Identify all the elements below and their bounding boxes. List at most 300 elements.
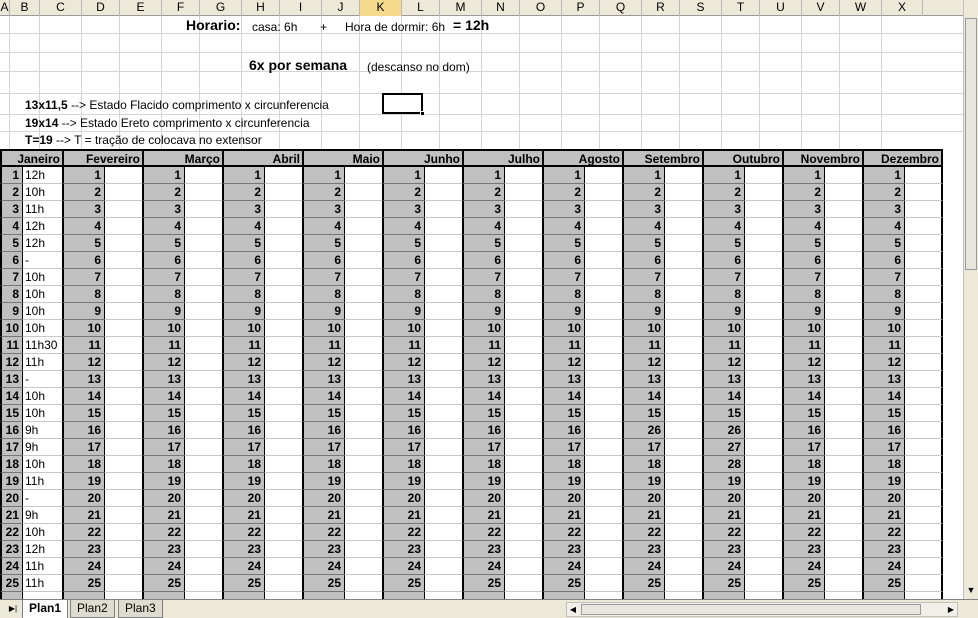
day-number[interactable]: 15 [702, 405, 744, 422]
day-entry-cell[interactable] [344, 303, 382, 320]
day-entry-cell[interactable] [104, 269, 142, 286]
day-number[interactable]: 12 [222, 354, 264, 371]
day-entry-cell[interactable] [264, 524, 302, 541]
day-entry-cell[interactable] [184, 558, 222, 575]
day-entry-cell[interactable] [344, 524, 382, 541]
day-entry-cell[interactable] [104, 218, 142, 235]
day-number[interactable] [382, 592, 424, 599]
day-number[interactable]: 10 [862, 320, 904, 337]
day-entry-cell[interactable] [664, 456, 702, 473]
day-number[interactable]: 22 [702, 524, 744, 541]
day-number[interactable]: 17 [0, 439, 22, 456]
column-header-s[interactable]: S [680, 0, 722, 16]
vertical-scroll-thumb[interactable] [965, 18, 977, 270]
scroll-left-arrow-icon[interactable]: ◀ [569, 605, 577, 614]
day-entry-cell[interactable] [504, 592, 542, 599]
day-number[interactable]: 14 [622, 388, 664, 405]
day-number[interactable]: 10 [702, 320, 744, 337]
day-number[interactable]: 8 [542, 286, 584, 303]
day-entry-cell[interactable] [264, 303, 302, 320]
day-number[interactable]: 3 [542, 201, 584, 218]
day-entry-cell[interactable] [744, 286, 782, 303]
day-entry-cell[interactable] [824, 558, 862, 575]
day-entry-cell[interactable] [184, 507, 222, 524]
day-entry-cell[interactable]: - [22, 490, 62, 507]
day-number[interactable]: 21 [142, 507, 184, 524]
day-entry-cell[interactable] [264, 320, 302, 337]
day-number[interactable]: 25 [382, 575, 424, 592]
day-entry-cell[interactable] [184, 524, 222, 541]
column-header-i[interactable]: I [280, 0, 322, 16]
day-entry-cell[interactable]: 10h [22, 303, 62, 320]
day-number[interactable]: 8 [462, 286, 504, 303]
day-entry-cell[interactable] [744, 405, 782, 422]
day-entry-cell[interactable] [104, 524, 142, 541]
day-number[interactable]: 6 [382, 252, 424, 269]
day-number[interactable]: 3 [0, 201, 22, 218]
column-header-n[interactable]: N [482, 0, 520, 16]
day-entry-cell[interactable] [104, 558, 142, 575]
day-number[interactable]: 16 [142, 422, 184, 439]
day-entry-cell[interactable] [584, 405, 622, 422]
day-entry-cell[interactable] [424, 473, 462, 490]
day-number[interactable]: 21 [62, 507, 104, 524]
day-number[interactable]: 19 [0, 473, 22, 490]
day-number[interactable]: 20 [622, 490, 664, 507]
day-number[interactable]: 25 [622, 575, 664, 592]
day-entry-cell[interactable] [104, 456, 142, 473]
day-entry-cell[interactable] [744, 490, 782, 507]
day-number[interactable]: 17 [542, 439, 584, 456]
day-number[interactable]: 28 [702, 456, 744, 473]
day-entry-cell[interactable] [344, 218, 382, 235]
day-number[interactable]: 4 [222, 218, 264, 235]
day-entry-cell[interactable]: 12h [22, 235, 62, 252]
day-entry-cell[interactable] [904, 354, 943, 371]
day-number[interactable]: 6 [62, 252, 104, 269]
column-header-j[interactable]: J [322, 0, 360, 16]
day-entry-cell[interactable] [664, 371, 702, 388]
day-entry-cell[interactable] [824, 524, 862, 541]
day-number[interactable]: 5 [62, 235, 104, 252]
day-number[interactable]: 15 [302, 405, 344, 422]
day-number[interactable]: 11 [62, 337, 104, 354]
day-entry-cell[interactable] [824, 473, 862, 490]
day-number[interactable]: 9 [622, 303, 664, 320]
day-number[interactable]: 17 [782, 439, 824, 456]
day-entry-cell[interactable] [664, 439, 702, 456]
day-number[interactable]: 16 [302, 422, 344, 439]
day-entry-cell[interactable] [584, 320, 622, 337]
day-entry-cell[interactable]: - [22, 252, 62, 269]
day-number[interactable]: 3 [782, 201, 824, 218]
day-number[interactable]: 10 [142, 320, 184, 337]
day-number[interactable]: 16 [462, 422, 504, 439]
day-number[interactable]: 20 [0, 490, 22, 507]
day-entry-cell[interactable] [744, 371, 782, 388]
day-entry-cell[interactable] [264, 422, 302, 439]
day-number[interactable]: 19 [302, 473, 344, 490]
day-entry-cell[interactable] [504, 439, 542, 456]
day-entry-cell[interactable] [344, 422, 382, 439]
day-entry-cell[interactable]: 11h30 [22, 337, 62, 354]
day-entry-cell[interactable] [584, 473, 622, 490]
horizontal-scroll-thumb[interactable] [581, 604, 921, 615]
day-entry-cell[interactable]: 10h [22, 184, 62, 201]
day-entry-cell[interactable] [504, 575, 542, 592]
sheet-tab-plan2[interactable]: Plan2 [70, 600, 115, 618]
day-entry-cell[interactable] [264, 354, 302, 371]
day-entry-cell[interactable] [184, 575, 222, 592]
day-entry-cell[interactable] [264, 167, 302, 184]
day-number[interactable]: 6 [542, 252, 584, 269]
day-number[interactable]: 4 [542, 218, 584, 235]
day-number[interactable]: 3 [302, 201, 344, 218]
day-number[interactable]: 24 [142, 558, 184, 575]
day-entry-cell[interactable] [344, 320, 382, 337]
day-number[interactable]: 10 [622, 320, 664, 337]
day-entry-cell[interactable] [104, 371, 142, 388]
day-number[interactable]: 22 [62, 524, 104, 541]
day-entry-cell[interactable] [184, 303, 222, 320]
spreadsheet-grid[interactable] [0, 16, 963, 599]
day-number[interactable] [0, 592, 22, 599]
day-entry-cell[interactable] [664, 218, 702, 235]
day-entry-cell[interactable] [424, 235, 462, 252]
day-entry-cell[interactable] [904, 439, 943, 456]
day-number[interactable]: 24 [62, 558, 104, 575]
day-entry-cell[interactable] [904, 524, 943, 541]
day-number[interactable]: 11 [302, 337, 344, 354]
day-number[interactable]: 6 [302, 252, 344, 269]
day-number[interactable]: 11 [542, 337, 584, 354]
day-number[interactable]: 12 [702, 354, 744, 371]
vertical-scrollbar[interactable] [963, 0, 978, 599]
day-number[interactable]: 1 [0, 167, 22, 184]
day-entry-cell[interactable] [504, 507, 542, 524]
day-entry-cell[interactable] [344, 184, 382, 201]
day-entry-cell[interactable] [184, 184, 222, 201]
day-entry-cell[interactable] [504, 201, 542, 218]
column-header-c[interactable]: C [40, 0, 82, 16]
day-entry-cell[interactable] [504, 218, 542, 235]
day-entry-cell[interactable]: 11h [22, 575, 62, 592]
day-number[interactable]: 4 [622, 218, 664, 235]
day-entry-cell[interactable] [584, 218, 622, 235]
day-number[interactable]: 14 [862, 388, 904, 405]
day-number[interactable]: 13 [862, 371, 904, 388]
day-entry-cell[interactable] [664, 320, 702, 337]
day-number[interactable]: 3 [62, 201, 104, 218]
day-number[interactable]: 9 [62, 303, 104, 320]
day-number[interactable]: 16 [782, 422, 824, 439]
day-entry-cell[interactable] [184, 388, 222, 405]
day-entry-cell[interactable] [184, 405, 222, 422]
day-entry-cell[interactable] [344, 405, 382, 422]
day-entry-cell[interactable] [904, 201, 943, 218]
day-number[interactable]: 3 [462, 201, 504, 218]
day-entry-cell[interactable] [504, 303, 542, 320]
day-number[interactable]: 6 [622, 252, 664, 269]
day-number[interactable]: 20 [302, 490, 344, 507]
day-number[interactable]: 3 [222, 201, 264, 218]
day-entry-cell[interactable] [584, 490, 622, 507]
day-entry-cell[interactable] [344, 541, 382, 558]
day-number[interactable]: 16 [542, 422, 584, 439]
day-entry-cell[interactable] [664, 235, 702, 252]
day-number[interactable] [862, 592, 904, 599]
scroll-right-arrow-icon[interactable]: ▶ [947, 605, 955, 614]
day-number[interactable]: 7 [222, 269, 264, 286]
day-number[interactable]: 20 [862, 490, 904, 507]
day-entry-cell[interactable] [344, 575, 382, 592]
day-number[interactable]: 5 [702, 235, 744, 252]
day-number[interactable]: 14 [302, 388, 344, 405]
day-number[interactable]: 19 [542, 473, 584, 490]
day-number[interactable]: 21 [862, 507, 904, 524]
day-number[interactable]: 24 [382, 558, 424, 575]
day-entry-cell[interactable] [104, 201, 142, 218]
day-entry-cell[interactable] [424, 184, 462, 201]
day-entry-cell[interactable] [264, 337, 302, 354]
day-number[interactable]: 18 [862, 456, 904, 473]
day-entry-cell[interactable]: 11h [22, 201, 62, 218]
day-number[interactable]: 24 [862, 558, 904, 575]
day-number[interactable]: 14 [462, 388, 504, 405]
day-number[interactable]: 7 [702, 269, 744, 286]
day-entry-cell[interactable] [584, 303, 622, 320]
day-number[interactable]: 19 [462, 473, 504, 490]
day-entry-cell[interactable] [904, 303, 943, 320]
column-header-m[interactable]: M [440, 0, 482, 16]
day-number[interactable]: 24 [782, 558, 824, 575]
day-entry-cell[interactable] [424, 286, 462, 303]
day-number[interactable]: 4 [782, 218, 824, 235]
day-entry-cell[interactable] [584, 184, 622, 201]
day-entry-cell[interactable] [104, 184, 142, 201]
day-number[interactable]: 12 [782, 354, 824, 371]
day-number[interactable]: 13 [142, 371, 184, 388]
day-number[interactable]: 13 [462, 371, 504, 388]
day-number[interactable]: 12 [462, 354, 504, 371]
day-entry-cell[interactable] [744, 575, 782, 592]
day-entry-cell[interactable] [264, 575, 302, 592]
day-number[interactable]: 23 [862, 541, 904, 558]
day-number[interactable]: 12 [302, 354, 344, 371]
day-number[interactable]: 9 [862, 303, 904, 320]
day-number[interactable]: 4 [702, 218, 744, 235]
day-number[interactable]: 21 [622, 507, 664, 524]
day-number[interactable]: 13 [382, 371, 424, 388]
day-number[interactable]: 24 [0, 558, 22, 575]
day-number[interactable]: 10 [542, 320, 584, 337]
column-header-v[interactable]: V [802, 0, 840, 16]
day-entry-cell[interactable] [424, 201, 462, 218]
day-number[interactable]: 7 [142, 269, 184, 286]
day-entry-cell[interactable] [184, 235, 222, 252]
day-number[interactable]: 21 [382, 507, 424, 524]
day-number[interactable]: 11 [142, 337, 184, 354]
day-entry-cell[interactable] [344, 507, 382, 524]
day-entry-cell[interactable] [584, 269, 622, 286]
day-number[interactable]: 9 [782, 303, 824, 320]
day-entry-cell[interactable] [744, 541, 782, 558]
day-number[interactable]: 5 [302, 235, 344, 252]
day-entry-cell[interactable] [104, 439, 142, 456]
day-entry-cell[interactable] [904, 456, 943, 473]
day-entry-cell[interactable] [824, 354, 862, 371]
column-header-q[interactable]: Q [600, 0, 642, 16]
day-entry-cell[interactable] [584, 388, 622, 405]
day-number[interactable]: 15 [622, 405, 664, 422]
day-entry-cell[interactable] [344, 456, 382, 473]
day-number[interactable]: 7 [0, 269, 22, 286]
day-entry-cell[interactable] [744, 422, 782, 439]
day-entry-cell[interactable] [824, 320, 862, 337]
day-number[interactable] [142, 592, 184, 599]
day-number[interactable]: 1 [702, 167, 744, 184]
day-number[interactable]: 8 [0, 286, 22, 303]
day-number[interactable]: 25 [542, 575, 584, 592]
day-number[interactable]: 11 [702, 337, 744, 354]
day-entry-cell[interactable] [664, 558, 702, 575]
day-number[interactable]: 18 [782, 456, 824, 473]
column-header-h[interactable]: H [242, 0, 280, 16]
column-header-r[interactable]: R [642, 0, 680, 16]
day-number[interactable]: 19 [622, 473, 664, 490]
day-number[interactable]: 5 [0, 235, 22, 252]
day-entry-cell[interactable] [824, 439, 862, 456]
day-entry-cell[interactable] [904, 490, 943, 507]
day-number[interactable]: 23 [622, 541, 664, 558]
column-header-k[interactable]: K [360, 0, 402, 16]
day-number[interactable]: 8 [862, 286, 904, 303]
day-number[interactable]: 22 [0, 524, 22, 541]
day-entry-cell[interactable] [264, 405, 302, 422]
day-entry-cell[interactable] [744, 235, 782, 252]
day-number[interactable]: 13 [302, 371, 344, 388]
active-cell-cursor[interactable] [382, 93, 423, 114]
day-entry-cell[interactable]: 12h [22, 218, 62, 235]
day-number[interactable]: 14 [542, 388, 584, 405]
day-entry-cell[interactable] [744, 303, 782, 320]
day-entry-cell[interactable] [344, 252, 382, 269]
day-number[interactable]: 22 [622, 524, 664, 541]
day-number[interactable]: 5 [222, 235, 264, 252]
day-number[interactable]: 14 [0, 388, 22, 405]
day-number[interactable]: 11 [862, 337, 904, 354]
day-number[interactable]: 4 [0, 218, 22, 235]
day-entry-cell[interactable] [504, 320, 542, 337]
day-entry-cell[interactable] [824, 337, 862, 354]
day-number[interactable]: 3 [862, 201, 904, 218]
day-number[interactable]: 23 [0, 541, 22, 558]
day-entry-cell[interactable]: - [22, 371, 62, 388]
day-number[interactable]: 23 [62, 541, 104, 558]
day-entry-cell[interactable] [104, 286, 142, 303]
day-number[interactable]: 25 [222, 575, 264, 592]
day-number[interactable]: 2 [382, 184, 424, 201]
day-number[interactable]: 12 [382, 354, 424, 371]
day-entry-cell[interactable] [504, 473, 542, 490]
day-entry-cell[interactable] [104, 354, 142, 371]
day-number[interactable]: 8 [782, 286, 824, 303]
day-entry-cell[interactable] [424, 252, 462, 269]
day-entry-cell[interactable] [104, 490, 142, 507]
day-number[interactable]: 9 [702, 303, 744, 320]
day-number[interactable]: 11 [382, 337, 424, 354]
day-number[interactable]: 7 [302, 269, 344, 286]
day-entry-cell[interactable] [904, 541, 943, 558]
day-entry-cell[interactable] [344, 592, 382, 599]
day-number[interactable]: 21 [462, 507, 504, 524]
day-entry-cell[interactable] [424, 456, 462, 473]
day-number[interactable]: 21 [702, 507, 744, 524]
day-number[interactable]: 9 [542, 303, 584, 320]
day-number[interactable]: 22 [382, 524, 424, 541]
day-entry-cell[interactable] [584, 422, 622, 439]
day-entry-cell[interactable] [744, 354, 782, 371]
day-number[interactable]: 5 [462, 235, 504, 252]
day-number[interactable]: 2 [0, 184, 22, 201]
day-number[interactable] [542, 592, 584, 599]
day-number[interactable]: 12 [142, 354, 184, 371]
day-entry-cell[interactable] [904, 269, 943, 286]
day-number[interactable]: 25 [862, 575, 904, 592]
day-number[interactable]: 6 [862, 252, 904, 269]
day-entry-cell[interactable] [664, 269, 702, 286]
day-entry-cell[interactable] [504, 337, 542, 354]
day-entry-cell[interactable] [904, 388, 943, 405]
column-header-x[interactable]: X [882, 0, 923, 16]
day-entry-cell[interactable] [664, 354, 702, 371]
day-number[interactable]: 5 [782, 235, 824, 252]
day-entry-cell[interactable] [744, 320, 782, 337]
day-number[interactable]: 16 [62, 422, 104, 439]
day-entry-cell[interactable] [184, 167, 222, 184]
day-entry-cell[interactable] [904, 184, 943, 201]
day-number[interactable]: 18 [542, 456, 584, 473]
day-entry-cell[interactable] [264, 490, 302, 507]
day-entry-cell[interactable] [184, 252, 222, 269]
day-entry-cell[interactable] [504, 422, 542, 439]
day-number[interactable]: 9 [222, 303, 264, 320]
day-entry-cell[interactable] [184, 337, 222, 354]
day-number[interactable]: 14 [142, 388, 184, 405]
day-number[interactable]: 12 [862, 354, 904, 371]
day-number[interactable]: 18 [302, 456, 344, 473]
day-entry-cell[interactable] [824, 252, 862, 269]
day-entry-cell[interactable] [344, 286, 382, 303]
day-entry-cell[interactable] [424, 371, 462, 388]
day-number[interactable]: 14 [62, 388, 104, 405]
day-entry-cell[interactable] [824, 201, 862, 218]
day-number[interactable]: 4 [62, 218, 104, 235]
day-entry-cell[interactable] [504, 252, 542, 269]
day-entry-cell[interactable] [824, 592, 862, 599]
day-number[interactable]: 23 [782, 541, 824, 558]
day-entry-cell[interactable] [584, 524, 622, 541]
day-entry-cell[interactable] [504, 456, 542, 473]
day-entry-cell[interactable] [184, 490, 222, 507]
day-entry-cell[interactable] [824, 456, 862, 473]
day-number[interactable]: 18 [382, 456, 424, 473]
day-number[interactable]: 11 [622, 337, 664, 354]
day-number[interactable] [302, 592, 344, 599]
tab-nav-last-icon[interactable]: ▶| [8, 604, 18, 613]
day-number[interactable] [62, 592, 104, 599]
day-entry-cell[interactable] [904, 320, 943, 337]
